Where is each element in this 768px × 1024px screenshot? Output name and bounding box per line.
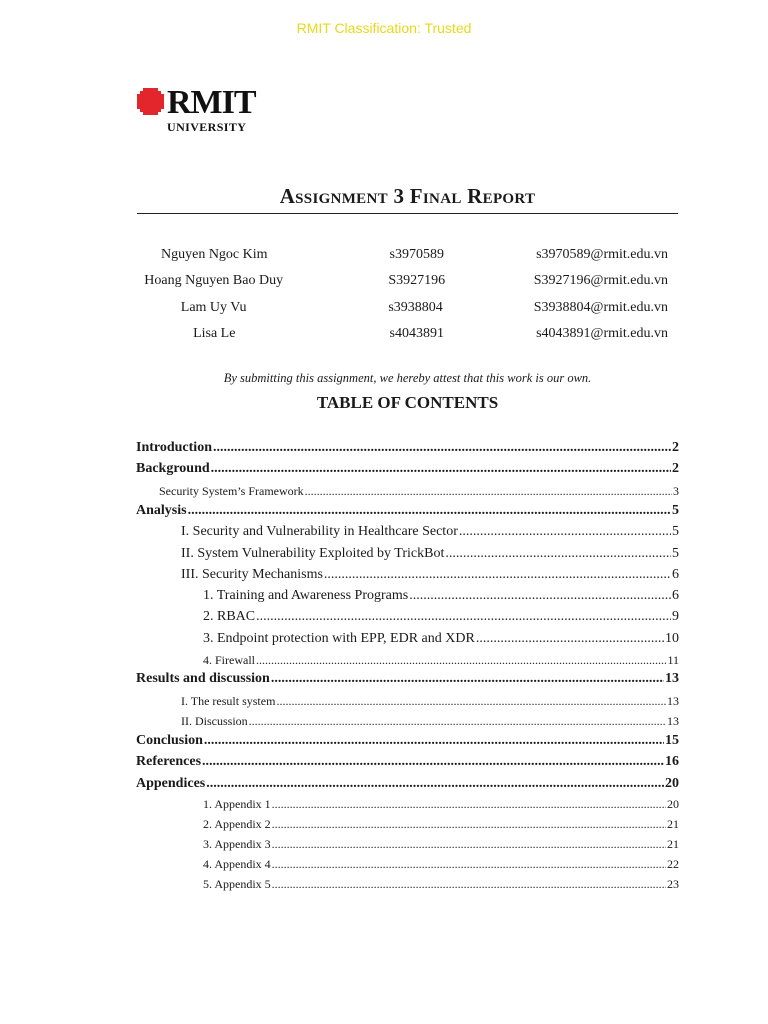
toc-entry-page: 10 — [665, 631, 679, 646]
toc-heading: TABLE OF CONTENTS — [316, 393, 499, 412]
attestation-statement: By submitting this assignment, we hereby attest that this work is our own. — [223, 371, 592, 385]
member-name: Lam Uy Vu — [180, 299, 247, 315]
toc-entry[interactable] — [181, 524, 679, 540]
toc-entry-page: 2 — [672, 461, 679, 476]
toc-entry-page: 15 — [665, 733, 679, 748]
member-id: s3938804 — [388, 299, 443, 315]
member-email: S3927196@rmit.edu.vn — [533, 273, 668, 289]
logo-wordmark: RMIT — [167, 84, 256, 121]
toc-entry-title: 1. Appendix 1 — [203, 797, 271, 811]
toc-entry-page: 13 — [665, 671, 679, 686]
toc-entry-page: 9 — [672, 609, 679, 624]
toc-entry-title: 2. RBAC — [203, 609, 256, 624]
toc-entry-page: 11 — [667, 653, 679, 667]
logo-subtitle: UNIVERSITY — [167, 120, 247, 134]
toc-entry-page: 13 — [667, 694, 679, 708]
toc-entry[interactable] — [136, 776, 679, 792]
member-email: S3938804@rmit.edu.vn — [533, 299, 668, 315]
toc-entry-page: 5 — [672, 546, 679, 561]
toc-entry[interactable] — [181, 546, 679, 562]
toc-entry[interactable] — [136, 671, 679, 687]
toc-entry-title: 4. Firewall — [203, 653, 255, 667]
toc-entry-page: 13 — [667, 714, 679, 728]
member-name: Hoang Nguyen Bao Duy — [144, 273, 284, 289]
toc-entry-title: II. System Vulnerability Exploited by TrickBot — [181, 546, 445, 561]
toc-entry-title: III. Security Mechanisms — [181, 567, 323, 582]
toc-entry[interactable] — [203, 631, 679, 647]
toc-entry-page: 23 — [667, 877, 679, 891]
toc-entry[interactable] — [181, 714, 679, 729]
member-name: Lisa Le — [193, 326, 236, 342]
member-row — [137, 321, 678, 347]
member-id: S3927196 — [388, 273, 446, 289]
toc-entry[interactable] — [136, 440, 679, 456]
title-divider — [137, 213, 678, 214]
toc-entry-title: 5. Appendix 5 — [203, 877, 271, 891]
member-row — [137, 295, 678, 321]
report-title: Assignment 3 Final Report — [279, 184, 536, 208]
toc-entry[interactable] — [203, 797, 679, 812]
toc-entry[interactable] — [136, 503, 679, 519]
member-name: Nguyen Ngoc Kim — [161, 247, 268, 263]
toc-entry-page: 20 — [665, 776, 679, 791]
rmit-logo — [137, 86, 256, 133]
toc-entry-page: 21 — [667, 837, 679, 851]
member-row — [137, 242, 678, 268]
toc-entry-page: 16 — [665, 754, 679, 769]
toc-entry[interactable] — [159, 484, 679, 499]
toc-entry-title: 1. Training and Awareness Programs — [203, 588, 409, 603]
member-list — [137, 242, 678, 347]
toc-entry[interactable] — [203, 837, 679, 852]
toc-entry[interactable] — [181, 567, 679, 583]
member-row — [137, 268, 678, 294]
toc-entry-title: I. The result system — [181, 694, 276, 708]
toc-entry-title: Security System’s Framework — [159, 484, 304, 498]
toc-entry-page: 6 — [672, 588, 679, 603]
member-id: s4043891 — [389, 326, 444, 342]
toc-entry[interactable] — [136, 461, 679, 477]
toc-entry[interactable] — [203, 609, 679, 625]
toc-entry-page: 2 — [672, 440, 679, 455]
toc-entry-title: 2. Appendix 2 — [203, 817, 271, 831]
toc-entry-title: I. Security and Vulnerability in Healthcare Sector — [181, 524, 458, 539]
toc-entry-title: 3. Appendix 3 — [203, 837, 271, 851]
toc-entry[interactable] — [136, 754, 679, 770]
toc-entry-page: 3 — [673, 484, 679, 498]
toc-entry-title: References — [136, 754, 202, 769]
toc-entry-title: Background — [136, 461, 210, 476]
toc-entry-title: II. Discussion — [181, 714, 248, 728]
member-id: s3970589 — [389, 247, 444, 263]
toc-entry[interactable] — [203, 857, 679, 872]
toc-entry-page: 5 — [672, 524, 679, 539]
toc-entry-title: Conclusion — [136, 733, 203, 748]
toc-entry[interactable] — [203, 877, 679, 892]
classification-label: RMIT Classification: Trusted — [296, 20, 472, 36]
toc-entry-title: Results and discussion — [136, 671, 270, 686]
toc-entry[interactable] — [203, 653, 679, 668]
toc-entry-title: Appendices — [136, 776, 206, 791]
member-email: s3970589@rmit.edu.vn — [536, 247, 668, 263]
rmit-pixel-icon — [137, 88, 164, 115]
toc-entry-page: 21 — [667, 817, 679, 831]
toc-entry[interactable] — [203, 817, 679, 832]
toc-entry-title: Analysis — [136, 503, 187, 518]
toc-entry[interactable] — [181, 694, 679, 709]
toc-entry-title: 4. Appendix 4 — [203, 857, 271, 871]
toc-entry-page: 20 — [667, 797, 679, 811]
toc-entry-page: 5 — [672, 503, 679, 518]
toc-entry[interactable] — [203, 588, 679, 604]
toc-entry-page: 22 — [667, 857, 679, 871]
toc-entry[interactable] — [136, 733, 679, 749]
toc-entry-title: 3. Endpoint protection with EPP, EDR and XDR — [203, 631, 475, 646]
member-email: s4043891@rmit.edu.vn — [536, 326, 668, 342]
toc-entry-page: 6 — [672, 567, 679, 582]
toc-entry-title: Introduction — [136, 440, 212, 455]
